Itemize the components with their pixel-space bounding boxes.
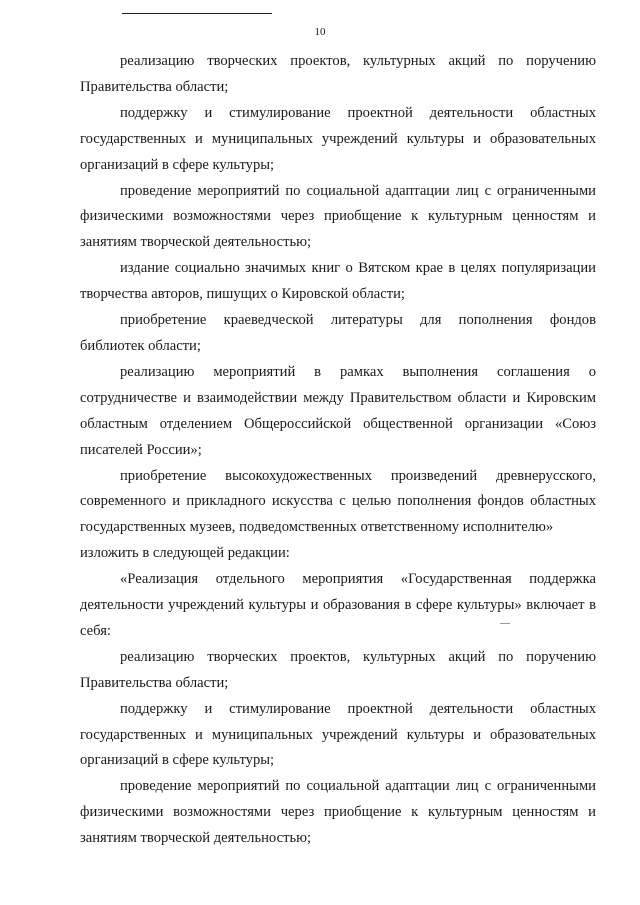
paragraph-creative-projects: реализацию творческих проектов, культурных акций по поручению Правительства области; xyxy=(80,53,596,95)
paragraph-book-publishing: издание социально значимых книг о Вятском крае в целях популяризации творчества авторов, пишущих о Кировской области; xyxy=(80,260,596,303)
paragraph-local-literature: приобретение краеведческой литературы для пополнения фондов библиотек области; xyxy=(80,312,596,354)
paragraph-new-wording: изложить в следующей редакции: xyxy=(80,545,290,562)
scan-speck xyxy=(500,623,510,624)
top-rule xyxy=(122,13,272,14)
page-number: 10 xyxy=(314,26,326,38)
document-body xyxy=(80,49,596,852)
paragraph-state-support-heading: «Реализация отдельного мероприятия «Государственная поддержка деятельности учреждений культуры и образования в сфере культуры» включает в себя: xyxy=(80,571,596,639)
paragraph-art-acquisition: приобретение высокохудожественных произведений древнерусского, современного и прикладного искусства с целью пополнения фондов областных государственных музеев, подведомственных ответственному исполнителю» xyxy=(80,467,596,536)
paragraph-social-adaptation-new: проведение мероприятий по социальной адаптации лиц с ограниченными физическими возможностями через приобщение к культурным ценностям и занятиям творческой деятельностью; xyxy=(80,778,596,847)
paragraph-writers-union-agreement: реализацию мероприятий в рамках выполнения соглашения о сотрудничестве и взаимодействии между Правительством области и Кировским областным отделением Общероссийской общественной организации «Союз писателей России»; xyxy=(80,363,596,458)
paragraph-project-support-new: поддержку и стимулирование проектной деятельности областных государственных и муниципальных учреждений культуры и образовательных организаций в сфере культуры; xyxy=(80,700,596,769)
paragraph-project-support: поддержку и стимулирование проектной деятельности областных государственных и муниципальных учреждений культуры и образовательных организаций в сфере культуры; xyxy=(80,104,596,173)
paragraph-social-adaptation: проведение мероприятий по социальной адаптации лиц с ограниченными физическими возможностями через приобщение к культурным ценностям и занятиям творческой деятельностью; xyxy=(80,182,596,251)
paragraph-creative-projects-new: реализацию творческих проектов, культурных акций по поручению Правительства области; xyxy=(80,648,596,691)
